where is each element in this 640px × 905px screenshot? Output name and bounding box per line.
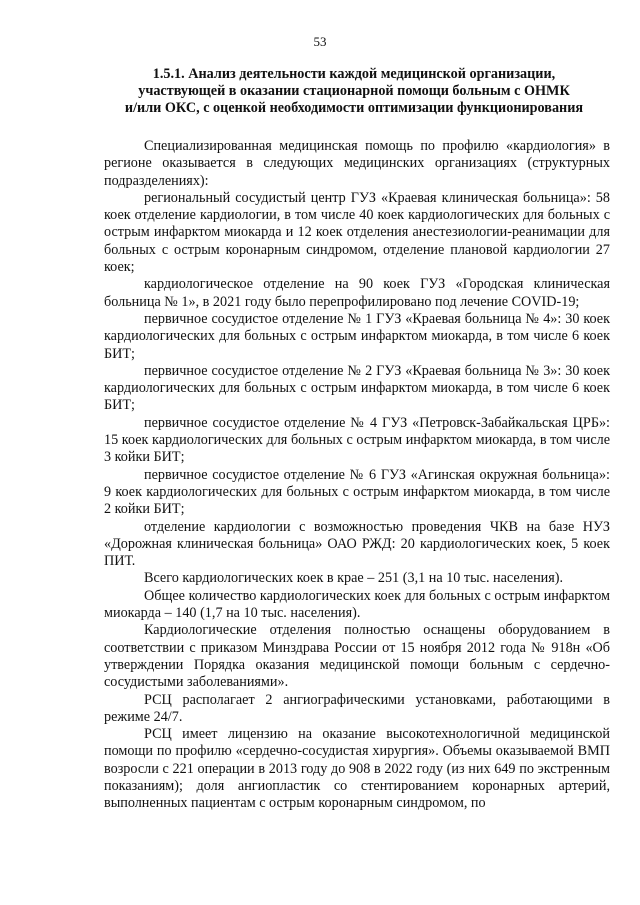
page-number: 53 (313, 34, 327, 49)
paragraph-road-hospital: отделение кардиологии с возможностью проведения ЧКВ на базе НУЗ «Дорожная клиническая больница» ОАО РЖД: 20 кардиологических коек, 5 коек ПИТ. (104, 518, 610, 570)
section-heading (104, 66, 604, 117)
body-text (104, 138, 610, 813)
paragraph-license: РСЦ имеет лицензию на оказание высокотехнологичной медицинской помощи по профилю «сердечно-сосудистая хирургия». Объемы оказываемой ВМП возросли с 221 операции в 2013 году до 908 в 2022 году (из них 649 по экстренным показаниям); доля ангиопластик со стентированием коронарных артерий, выполненных пациентам с острым коронарным синдромом, по (104, 726, 610, 812)
paragraph-pso-6: первичное сосудистое отделение № 6 ГУЗ «Агинская окружная больница»: 9 коек кардиологических для больных с острым инфарктом миокарда, в том числе 2 койки БИТ; (104, 466, 610, 518)
paragraph-equipment: Кардиологические отделения полностью оснащены оборудованием в соответствии с приказом Минздрава России от 15 ноября 2012 года № 918н «Об утверждении Порядка оказания медицинской помощи больным с сердечно-сосудистыми заболеваниями». (104, 622, 610, 691)
section-heading-line-3: и/или ОКС, с оценкой необходимости оптимизации функционирования (124, 100, 584, 116)
section-heading-line-1: 1.5.1. Анализ деятельности каждой медицинской организации, (152, 66, 556, 82)
paragraph-intro: Специализированная медицинская помощь по профилю «кардиология» в регионе оказывается в следующих медицинских организациях (структурных подразделениях): (104, 138, 610, 189)
paragraph-regional-center: региональный сосудистый центр ГУЗ «Краевая клиническая больница»: 58 коек отделение кардиологии, в том числе 40 коек кардиологических для больных с острым инфарктом миокарда и 12 коек отделения анестезиологии-реанимации для больных с острым коронарным синдромом, отделение плановой кардиологии 27 коек; (104, 189, 610, 276)
paragraph-pso-4: первичное сосудистое отделение № 4 ГУЗ «Петровск-Забайкальская ЦРБ»: 15 коек кардиологических для больных с острым инфарктом миокарда, в том числе 3 койки БИТ; (104, 414, 610, 466)
paragraph-city-hospital: кардиологическое отделение на 90 коек ГУЗ «Городская клиническая больница № 1», в 2021 году было перепрофилировано под лечение COVID-19; (104, 276, 610, 310)
paragraph-angiography: РСЦ располагает 2 ангиографическими установками, работающими в режиме 24/7. (104, 691, 610, 725)
paragraph-mi-beds: Общее количество кардиологических коек для больных с острым инфарктом миокарда – 140 (1,7 на 10 тыс. населения). (104, 587, 610, 622)
paragraph-pso-2: первичное сосудистое отделение № 2 ГУЗ «Краевая больница № 3»: 30 коек кардиологических для больных с острым инфарктом миокарда, в том числе 6 коек БИТ; (104, 362, 610, 414)
paragraph-total-beds: Всего кардиологических коек в крае – 251 (3,1 на 10 тыс. населения). (144, 570, 564, 587)
section-heading-line-2: участвующей в оказании стационарной помощи больным с ОНМК (138, 83, 570, 99)
paragraph-pso-1: первичное сосудистое отделение № 1 ГУЗ «Краевая больница № 4»: 30 коек кардиологических для больных с острым инфарктом миокарда, в том числе 6 коек БИТ; (104, 310, 610, 362)
